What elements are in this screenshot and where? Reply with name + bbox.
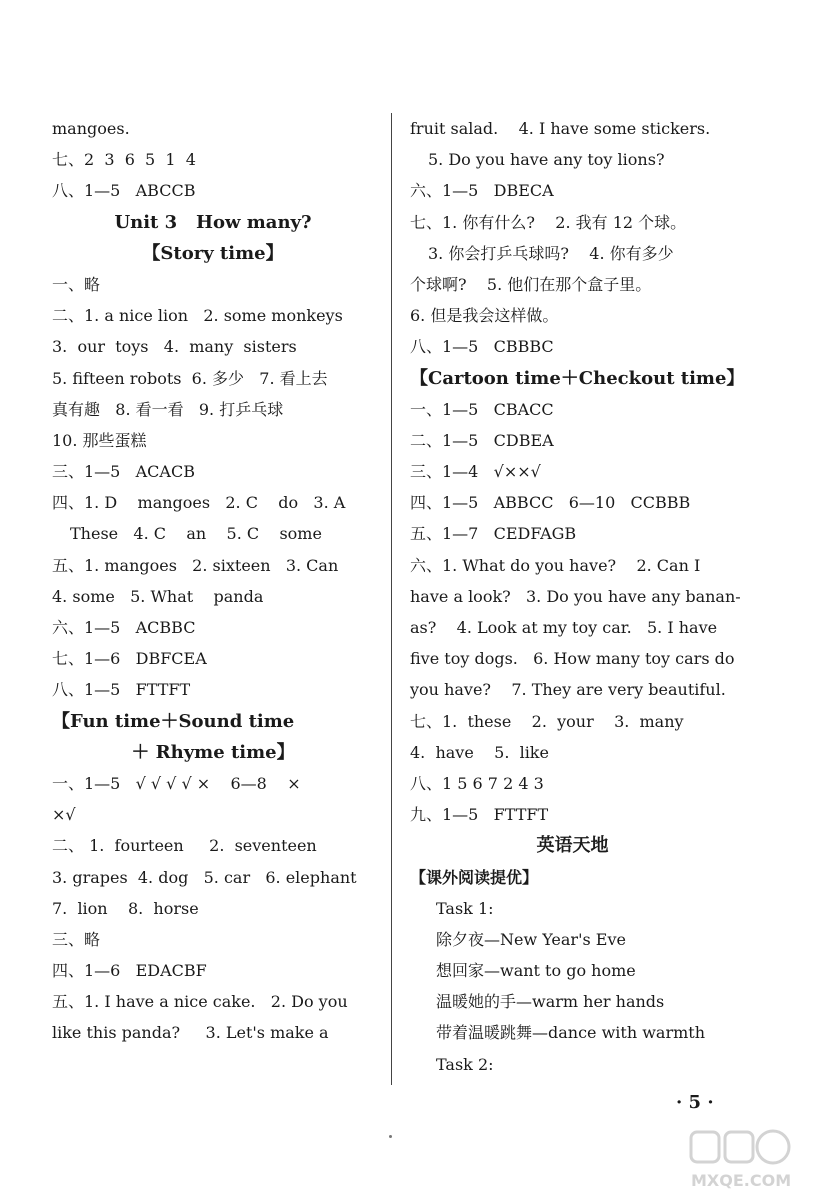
answer-line: 五、1. mangoes 2. sixteen 3. Can: [52, 555, 339, 575]
answer-line: These 4. C an 5. C some: [70, 524, 322, 544]
answer-line: 温暖她的手—warm her hands: [436, 992, 665, 1012]
answer-line: 【课外阅读提优】: [410, 867, 539, 887]
answer-line: 真有趣 8. 看一看 9. 打乒乓球: [52, 399, 284, 419]
answer-line: 二、1. a nice lion 2. some monkeys: [52, 306, 343, 326]
answer-line: 一、1—5 √ √ √ √ × 6—8 ×: [52, 773, 301, 793]
answer-line: 六、1—5 ACBBC: [52, 618, 196, 637]
page-number: · 5 ·: [676, 1092, 714, 1113]
answer-line: 5. Do you have any toy lions?: [428, 150, 665, 170]
answer-line: 三、略: [52, 929, 101, 949]
answer-line: fruit salad. 4. I have some stickers.: [410, 119, 711, 138]
svg-text:MXQE.COM: MXQE.COM: [691, 1171, 792, 1190]
answer-line: 三、1—4 √××√: [410, 462, 541, 482]
answer-line: 三、1—5 ACACB: [52, 462, 195, 482]
answer-line: 【Story time】: [142, 242, 284, 264]
answer-line: 四、1—6 EDACBF: [52, 961, 207, 981]
answer-line: 六、1—5 DBECA: [410, 181, 554, 201]
answer-line: like this panda? 3. Let's make a: [52, 1023, 329, 1043]
binding-dot: [389, 1135, 392, 1138]
answer-line: 【Cartoon time＋Checkout time】: [410, 367, 745, 389]
answer-line: 八、1—5 CBBBC: [410, 337, 554, 357]
answer-line: 个球啊? 5. 他们在那个盒子里。: [410, 274, 652, 294]
answer-line: 4. have 5. like: [410, 742, 549, 762]
right-answer-column: [410, 113, 745, 1080]
answer-line: Unit 3 How many?: [114, 211, 312, 233]
answer-line: 五、1. I have a nice cake. 2. Do you: [52, 992, 348, 1012]
answer-line: 二、1—5 CDBEA: [410, 430, 554, 450]
answer-line: as? 4. Look at my toy car. 5. I have: [410, 618, 718, 637]
answer-line: 3. 你会打乒乓球吗? 4. 你有多少: [428, 243, 674, 263]
answer-line: 七、1—6 DBFCEA: [52, 649, 207, 669]
answer-line: ×√: [52, 805, 76, 825]
answer-line: 八、1—5 FTTFT: [52, 680, 191, 700]
answer-line: 4. some 5. What panda: [52, 586, 264, 606]
answer-line: 九、1—5 FTTFT: [410, 805, 549, 825]
answer-line: you have? 7. They are very beautiful.: [410, 680, 726, 700]
answer-line: ＋ Rhyme time】: [131, 741, 295, 763]
answer-line: 除夕夜—New Year's Eve: [436, 929, 626, 949]
answer-line: have a look? 3. Do you have any banan-: [410, 586, 741, 606]
answer-line: five toy dogs. 6. How many toy cars do: [410, 649, 735, 669]
answer-line: 3. grapes 4. dog 5. car 6. elephant: [52, 867, 357, 887]
answer-line: 五、1—7 CEDFAGB: [410, 524, 577, 544]
answer-line: mangoes.: [52, 119, 130, 138]
answer-line: Task 1:: [436, 898, 494, 918]
answer-line: 八、1—5 ABCCB: [52, 181, 196, 201]
answer-line: 七、2 3 6 5 1 4: [52, 150, 196, 170]
answer-line: 带着温暖跳舞—dance with warmth: [436, 1023, 706, 1043]
answer-line: Task 2:: [436, 1054, 494, 1074]
answer-line: 七、1. 你有什么? 2. 我有 12 个球。: [410, 212, 687, 232]
answer-line: 5. fifteen robots 6. 多少 7. 看上去: [52, 368, 328, 388]
left-answer-column: [52, 113, 374, 1049]
answer-line: 想回家—want to go home: [436, 961, 636, 981]
answer-line: 10. 那些蛋糕: [52, 430, 147, 450]
answer-line: 一、1—5 CBACC: [410, 399, 554, 419]
column-divider: [391, 113, 392, 1085]
answer-line: 英语天地: [536, 835, 609, 857]
answer-line: 二、 1. fourteen 2. seventeen: [52, 836, 317, 856]
answer-line: 7. lion 8. horse: [52, 898, 199, 918]
watermark-logo: [687, 1128, 807, 1192]
answer-line: 八、1 5 6 7 2 4 3: [410, 773, 544, 793]
answer-line: 六、1. What do you have? 2. Can I: [410, 555, 701, 575]
answer-line: 【Fun time＋Sound time: [52, 710, 295, 732]
answer-line: 四、1. D mangoes 2. C do 3. A: [52, 493, 346, 513]
answer-line: 七、1. these 2. your 3. many: [410, 711, 684, 731]
answer-line: 6. 但是我会这样做。: [410, 306, 559, 326]
answer-line: 四、1—5 ABBCC 6—10 CCBBB: [410, 493, 691, 513]
answer-line: 一、略: [52, 274, 101, 294]
answer-line: 3. our toys 4. many sisters: [52, 337, 297, 357]
